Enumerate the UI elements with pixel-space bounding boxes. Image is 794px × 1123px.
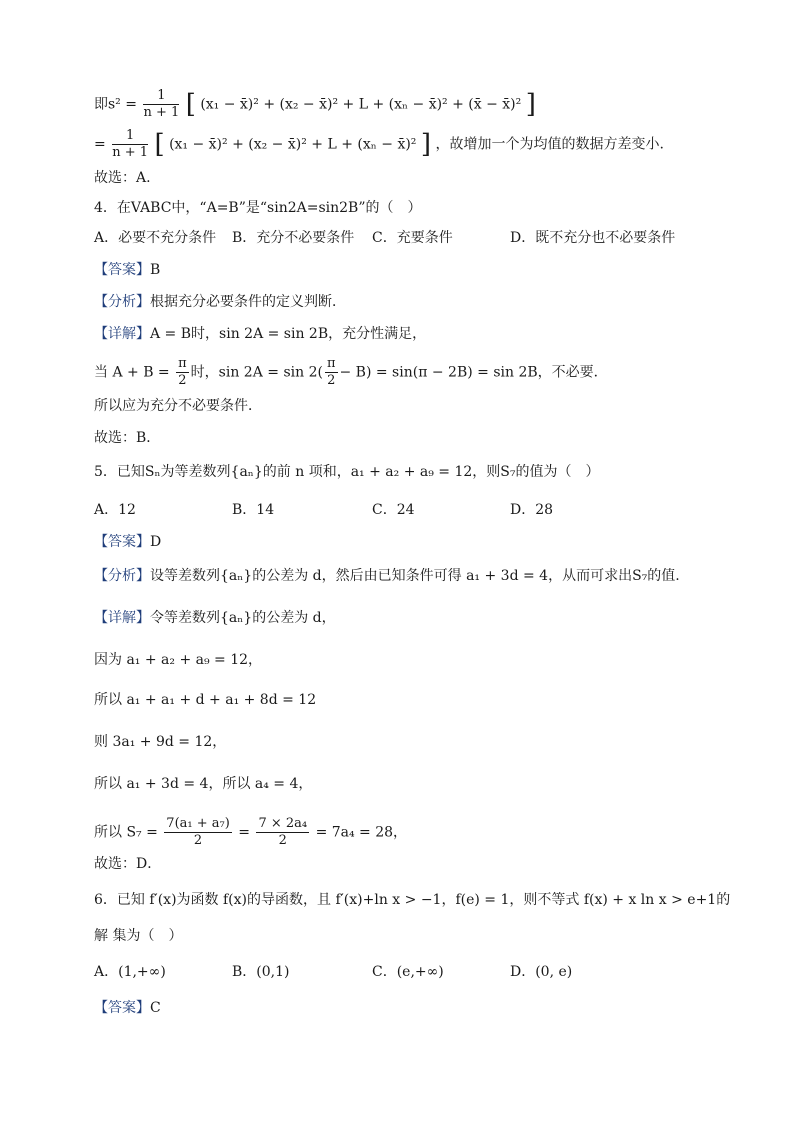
left-bracket: [	[185, 89, 196, 120]
fraction-numerator: 1	[112, 128, 148, 145]
variance-sum: (x₁ − x̄)² + (x₂ − x̄)² + L + (xₙ − x̄)² + (x̄ − x̄)²	[200, 96, 522, 113]
detail-tag: 【详解】	[94, 326, 150, 342]
detail-line-3: 所以 a₁ + a₁ + d + a₁ + 8d = 12	[94, 692, 317, 708]
fraction-denominator: 2	[178, 373, 187, 388]
variance-formula-line-2	[94, 128, 664, 161]
option-c: C．充要条件	[372, 230, 453, 246]
fraction-denominator: 2	[327, 373, 336, 388]
detail-line-6	[94, 816, 407, 849]
fraction	[256, 816, 309, 849]
choice-line: 故选：D．	[94, 856, 162, 872]
detail-line-3: 所以应为充分不必要条件．	[94, 398, 262, 414]
answer-value: C	[150, 1000, 161, 1016]
option-a: A．(1,+∞)	[94, 964, 166, 980]
option-d: D．既不充分也不必要条件	[510, 230, 676, 246]
right-bracket: ]	[525, 89, 536, 120]
right-bracket: ]	[420, 129, 432, 160]
conclusion-text: ，故增加一个为均值的数据方差变小.	[435, 136, 664, 153]
fraction	[176, 356, 189, 389]
answer-value: D	[150, 534, 162, 550]
fraction	[143, 88, 179, 121]
analysis-line	[94, 292, 346, 312]
analysis-text: 根据充分必要条件的定义判断．	[150, 294, 346, 310]
option-b: B．充分不必要条件	[232, 230, 355, 246]
left-bracket: [	[154, 129, 165, 160]
detail-text: 时，sin 2A = sin 2(	[190, 364, 323, 381]
equals-sign: =	[94, 136, 106, 153]
detail-text: A = B时，sin 2A = sin 2B，充分性满足，	[150, 326, 427, 342]
equals-sign: =	[238, 824, 250, 841]
answer-line	[94, 998, 161, 1018]
detail-line-2: 因为 a₁ + a₂ + a₉ = 12，	[94, 652, 263, 668]
detail-line-2	[94, 356, 608, 389]
analysis-text: 设等差数列{aₙ}的公差为 d，然后由已知条件可得 a₁ + 3d = 4，从而可求出S₇的值.	[150, 568, 680, 584]
fraction-denominator: 2	[278, 833, 287, 848]
detail-text: 令等差数列{aₙ}的公差为 d，	[150, 610, 336, 626]
fraction-numerator: 7 × 2a₄	[258, 816, 308, 831]
option-d: D．(0, e)	[510, 964, 573, 980]
question-4-stem: 4．在VABC中，“A=B”是“sin2A=sin2B”的（ ）	[94, 200, 422, 216]
question-5-stem: 5．已知Sₙ为等差数列{aₙ}的前 n 项和，a₁ + a₂ + a₉ = 12，则S₇的值为（ ）	[94, 464, 600, 480]
fraction-denominator: 2	[193, 833, 203, 848]
fraction	[325, 356, 338, 389]
detail-line	[94, 608, 336, 628]
question-6-stem-line-2: 解 集为（ ）	[94, 928, 183, 944]
fraction-numerator: π	[326, 356, 336, 371]
detail-text: 所以 S₇ =	[94, 824, 158, 841]
fraction-numerator: 7(a₁ + a₇)	[166, 816, 230, 831]
analysis-line	[94, 566, 680, 586]
question-6-stem-line-1: 6．已知 f′(x)为函数 f(x)的导函数，且 f′(x)+ln x > −1，f(e) = 1，则不等式 f(x) + x ln x > e+1的	[94, 892, 731, 908]
option-c: C．24	[372, 502, 415, 518]
fraction-denominator: n + 1	[143, 105, 180, 120]
answer-line	[94, 260, 160, 280]
answer-tag: 【答案】	[94, 1000, 150, 1016]
answer-line	[94, 532, 161, 552]
analysis-tag: 【分析】	[94, 568, 150, 584]
detail-line-5: 所以 a₁ + 3d = 4，所以 a₄ = 4，	[94, 776, 313, 792]
detail-line-4: 则 3a₁ + 9d = 12，	[94, 734, 227, 750]
fraction-numerator: 1	[143, 88, 179, 105]
option-a: A．必要不充分条件	[94, 230, 217, 246]
variance-prefix: 即s² =	[94, 96, 137, 113]
variance-sum: (x₁ − x̄)² + (x₂ − x̄)² + L + (xₙ − x̄)²	[169, 136, 417, 153]
fraction-numerator: π	[178, 356, 187, 371]
option-b: B．(0,1)	[232, 964, 290, 980]
choice-line: 故选：B．	[94, 430, 161, 446]
fraction	[164, 816, 232, 849]
detail-text: − B) = sin(π − 2B) = sin 2B，不必要．	[339, 364, 608, 381]
option-b: B．14	[232, 502, 275, 518]
detail-line	[94, 324, 426, 344]
fraction-denominator: n + 1	[112, 145, 148, 160]
answer-value: B	[150, 262, 161, 278]
detail-text: 当 A + B =	[94, 364, 170, 381]
option-c: C．(e,+∞)	[372, 964, 444, 980]
analysis-tag: 【分析】	[94, 294, 150, 310]
variance-formula-line-1	[94, 88, 536, 121]
answer-tag: 【答案】	[94, 262, 150, 278]
detail-text: = 7a₄ = 28，	[315, 824, 408, 841]
fraction	[112, 128, 148, 161]
answer-tag: 【答案】	[94, 534, 150, 550]
option-d: D．28	[510, 502, 554, 518]
detail-tag: 【详解】	[94, 610, 150, 626]
option-a: A．12	[94, 502, 136, 518]
choice-line: 故选：A.	[94, 170, 151, 186]
